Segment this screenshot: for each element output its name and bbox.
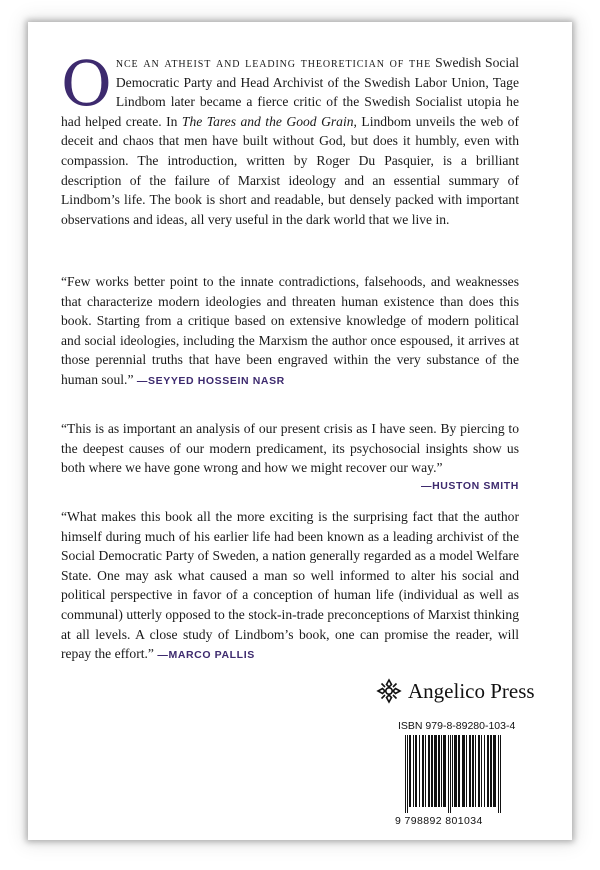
barcode-bar (454, 735, 457, 807)
barcode-bar (422, 735, 424, 807)
barcode-bar (428, 735, 430, 807)
barcode-bar (484, 735, 485, 807)
barcode-bar (415, 735, 417, 807)
barcode-bar (434, 735, 437, 807)
barcode-bar (405, 735, 406, 813)
barcode-bar (407, 735, 408, 813)
book-title: The Tares and the Good Grain (181, 113, 354, 129)
barcode-bars (395, 735, 533, 815)
drop-cap: O (61, 47, 112, 120)
barcode-bar (500, 735, 501, 813)
barcode-bar (475, 735, 476, 807)
barcode-bar (431, 735, 433, 807)
quote-text: “What makes this book all the more exciting is the surprising fact that the author himself during much of his earlier life had been known as a leading archivist of the Social Democratic Party of Sweden, a nation generally regarded as a model Welfare State. One may ask what caused a man so well informed to alter his social and political perspective in favor of a conception of human life (individual as well as communal) utterly opposed to the stock-in-trade preconceptions of Marxist thinking at all levels. A close study of Lindbom’s book, one can promise the reader, will repay the effort.” (61, 509, 519, 662)
barcode-bar (441, 735, 442, 807)
endorsement-quote (61, 419, 519, 496)
quote-author: —HUSTON SMITH (420, 479, 519, 492)
blurb-body-continued: , Lindbom unveils the web of deceit and chaos that men have built without God, but does it humbly, even with compassion. The introduction, written by Roger Du Pasquier, is a brilliant description of the failure of Marxist ideology and an essential summary of Lindbom’s life. The book is short and readable, but densely packed with important observations and ideas, all very useful in the dark world that we live in. (61, 113, 519, 227)
barcode-bar (409, 735, 411, 807)
barcode-bar (478, 735, 480, 807)
quote-author: —MARCO PALLIS (157, 649, 255, 662)
barcode-bar (462, 735, 465, 807)
barcode-bar (469, 735, 471, 807)
barcode-bar (472, 735, 474, 807)
quote-text: “Few works better point to the innate contradictions, falsehoods, and weaknesses that characterize modern ideologies and threaten human existence than does this book. Starting from a critique based on extensive knowledge of modern political and social ideologies, including the Marxism the author once espoused, it arrives at those perennial truths that have been engraved within the very substance of the human soul.” (61, 274, 519, 387)
barcode-bar (448, 735, 449, 813)
barcode-bar (458, 735, 460, 807)
barcode-bar (481, 735, 482, 807)
barcode-bar (443, 735, 446, 807)
barcode-bar (487, 735, 489, 807)
quote-author: —SEYYED HOSSEIN NASR (136, 374, 285, 387)
quote-text: “This is as important an analysis of our present crisis as I have seen. By piercing to the deepest causes of our modern predicament, its psychosocial insights show us both where we have gone wrong and how we might recover our way.” (61, 421, 519, 476)
blurb-lead: nce an atheist and leading theoretician of the (115, 55, 432, 70)
endorsement-quote (61, 272, 519, 392)
publisher-name: Angelico Press (408, 678, 535, 703)
barcode-bar (419, 735, 420, 807)
barcode-bar (493, 735, 496, 807)
celtic-cross-knot-icon (376, 678, 402, 704)
barcode-bar (425, 735, 426, 807)
cover-blurb (61, 47, 520, 229)
barcode-digits: 9 798892 801034 (395, 815, 483, 827)
blurb-body: Swedish Social Democratic Party and Head Archivist of the Swedish Labor Union, Tage Lindbom later became a fierce critic of the Swedish Socialist utopia he had helped create. In (61, 55, 520, 129)
publisher-imprint (376, 678, 535, 704)
endorsement-quote (61, 507, 519, 666)
barcode (395, 735, 533, 825)
barcode-bar (466, 735, 467, 807)
barcode-bar (452, 735, 453, 807)
barcode-bar (490, 735, 492, 807)
barcode-bar (450, 735, 451, 813)
isbn-label: ISBN 979-8-89280-103-4 (398, 720, 516, 732)
barcode-bar (413, 735, 414, 807)
barcode-bar (438, 735, 440, 807)
barcode-bar (498, 735, 499, 813)
